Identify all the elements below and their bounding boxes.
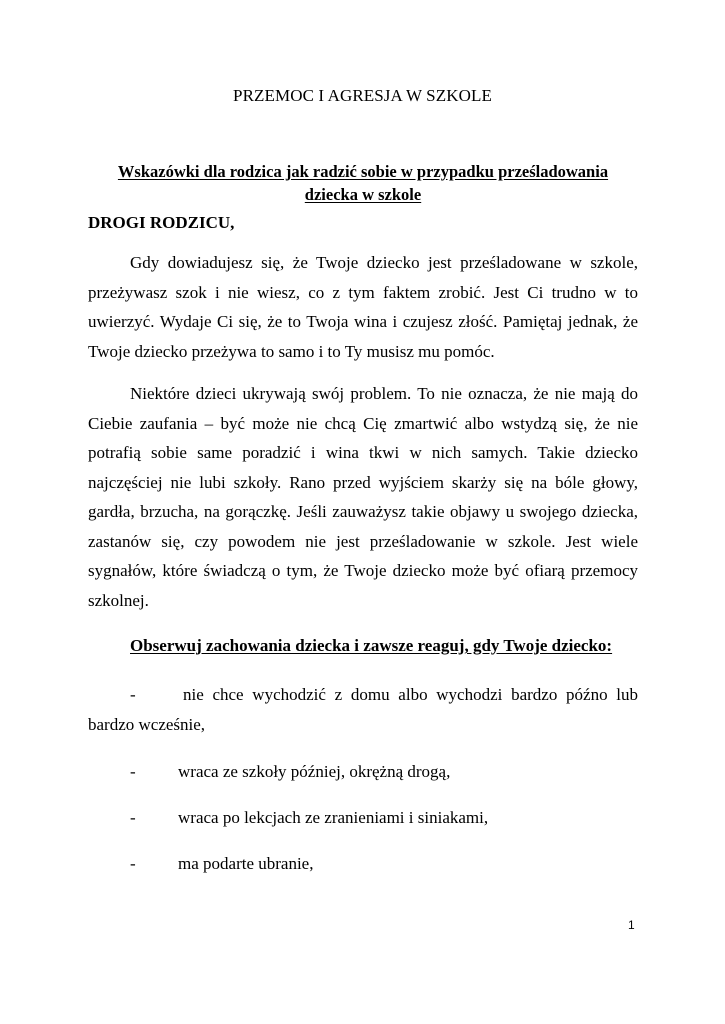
subtitle-line-1: Wskazówki dla rodzica jak radzić sobie w przypadku prześladowania (117, 162, 609, 181)
section-heading: Obserwuj zachowania dziecka i zawsze reaguj, gdy Twoje dziecko: (130, 636, 613, 655)
bullet-marker: - (130, 685, 136, 704)
bullet-item-1 (88, 680, 638, 739)
subtitle-line-2: dziecka w szkole (304, 185, 422, 204)
paragraph-1: Gdy dowiadujesz się, że Twoje dziecko jest prześladowane w szkole, przeżywasz szok i nie wiesz, co z tym faktem zrobić. Jest Ci trudno w to uwierzyć. Wydaje Ci się, że to Twoja wina i czujesz złość. Pamiętaj jednak, że Twoje dziecko przeżywa to samo i to Ty musisz mu pomóc. (88, 253, 638, 361)
document-title: PRZEMOC I AGRESJA W SZKOLE (233, 86, 492, 105)
page-number: 1 (628, 918, 635, 932)
bullet-text-2: wraca ze szkoły później, okrężną drogą, (178, 762, 451, 781)
bullet-text-3: wraca po lekcjach ze zranieniami i siniakami, (178, 808, 489, 827)
bullet-text-4: ma podarte ubranie, (178, 854, 314, 873)
bullet-item-3 (88, 803, 638, 833)
bullet-marker: - (130, 762, 136, 781)
bullet-marker: - (130, 854, 136, 873)
salutation: DROGI RODZICU, (88, 213, 235, 232)
bullet-item-2 (88, 757, 638, 787)
bullet-marker: - (130, 808, 136, 827)
paragraph-2: Niektóre dzieci ukrywają swój problem. To nie oznacza, że nie mają do Ciebie zaufania – być może nie chcą Cię zmartwić albo wstydzą się, że nie potrafią sobie same poradzić i wina tkwi w nich samych. Takie dziecko najczęściej nie lubi szkoły. Rano przed wyjściem skarży się na bóle głowy, gardła, brzucha, na gorączkę. Jeśli zauważysz takie objawy u swojego dziecka, zastanów się, czy powodem nie jest prześladowanie w szkole. Jest wiele sygnałów, które świadczą o tym, że Twoje dziecko może być ofiarą przemocy szkolnej. (88, 384, 638, 610)
document-subtitle (88, 160, 638, 206)
bullet-text-1: nie chce wychodzić z domu albo wychodzi bardzo późno lub bardzo wcześnie, (88, 685, 638, 734)
bullet-item-4 (88, 849, 638, 879)
